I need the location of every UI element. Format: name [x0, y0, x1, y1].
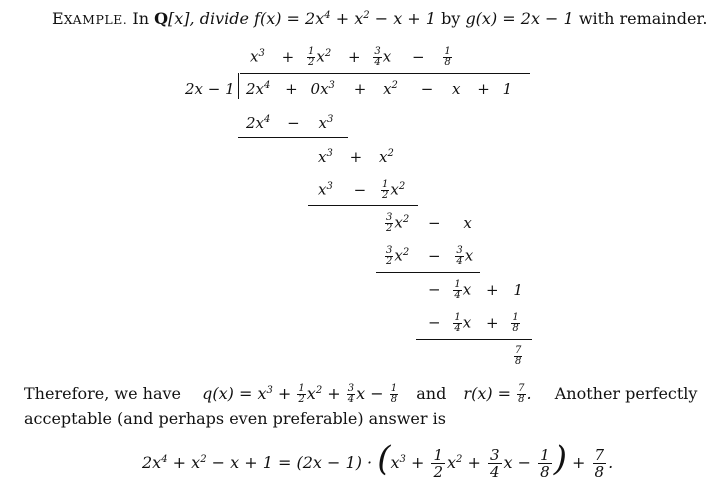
final-equation: $2x^4 + x^2 - x + 1 = (2x - 1) \cdot (x^3$ + $\frac{1}{2}$ $x^2$ + $\frac{3}{4}$ x − $\frac{1}{8}$ ) + $\frac{7}{8}$ . — [142, 439, 614, 481]
step-rule-3 — [376, 272, 480, 273]
text-in: In — [132, 9, 149, 28]
r-expression: r(x) = $\frac{7}{8}$ . — [463, 383, 532, 405]
conclusion-line-2: acceptable (and perhaps even preferable) answer is — [24, 409, 446, 428]
divisor: 2x − 1 — [185, 80, 235, 98]
step-rule-4 — [416, 339, 532, 340]
rationals-symbol: Q — [154, 9, 169, 28]
division-bar — [240, 73, 530, 74]
division-bracket — [238, 73, 239, 99]
remainder-row-1: $x^3 + x^2$ — [318, 148, 394, 166]
remainder-row-2: $\frac{3}{2}$ $x^2 - x$ — [386, 212, 472, 234]
subtract-row-1: $2x^4 - x^3$ — [246, 114, 334, 132]
text-by: by — [441, 9, 461, 28]
conclusion-line-1 — [24, 384, 697, 406]
text-therefore: Therefore, we have — [24, 384, 182, 403]
text-and: and — [416, 384, 447, 403]
f-expression: $f(x) = 2x^4 + x^2 - x + 1$ — [254, 9, 436, 28]
q-expression: $q(x) = x^3$ + $\frac{1}{2}$ $x^2$ + $\frac{3}{4}$ x − $\frac{1}{8}$ — [202, 383, 398, 405]
quotient-row: $x^3$ + $\frac{1}{2}$ $x^2$ + $\frac{3}{4}$ x − $\frac{1}{8}$ — [250, 46, 451, 68]
step-rule-1 — [238, 137, 348, 138]
step-rule-2 — [308, 205, 418, 206]
example-label: EXAMPLE. — [52, 9, 128, 28]
example-statement — [52, 10, 707, 31]
subtract-row-4: − $\frac{1}{4}$ x + $\frac{1}{8}$ — [428, 312, 519, 334]
g-expression: g(x) = 2x − 1 — [465, 9, 574, 28]
text-divide: [x], divide — [168, 9, 249, 28]
text-another: Another perfectly — [554, 384, 698, 403]
final-remainder: $\frac{7}{8}$ — [515, 345, 522, 367]
right-paren: ) — [553, 439, 567, 479]
dividend-row: $2x^4 + 0x^3 + x^2 - x + 1$ — [246, 80, 513, 98]
subtract-row-2: $x^3$ − $\frac{1}{2}$ $x^2$ — [318, 179, 406, 201]
text-with-remainder: with remainder. — [578, 9, 708, 28]
subtract-row-3: $\frac{3}{2}$ $x^2$ − $\frac{3}{4}$ x — [386, 245, 474, 267]
remainder-row-3: − $\frac{1}{4}$ x + 1 — [428, 279, 523, 301]
left-paren: ( — [377, 439, 391, 479]
